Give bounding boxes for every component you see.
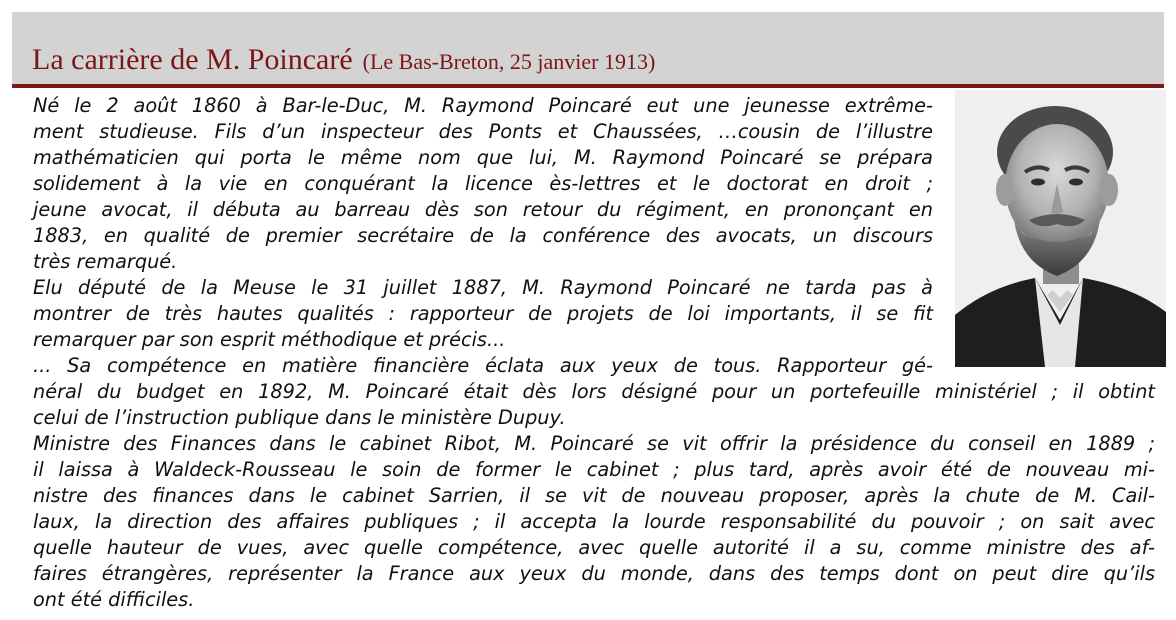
article-title: La carrière de M. Poincaré [32,43,353,76]
text-line: jeune avocat, il débuta au barreau dès son retour du régiment, en prononçant en [33,198,933,221]
text-line: Né le 2 août 1860 à Bar-le-Duc, M. Raymond Poincaré eut une jeunesse extrême- [33,94,933,117]
text-line: quelle hauteur de vues, avec quelle compétence, avec quelle autorité il a su, comme ministre des af- [33,536,1155,559]
text-line: très remarqué. [33,250,178,273]
text-line: faires étrangères, représenter la France aux yeux du monde, dans des temps dont on peut dire qu’ils [33,562,1155,585]
text-line: mathématicien qui porta le même nom que lui, M. Raymond Poincaré se prépara [33,146,933,169]
text-line: ment studieuse. Fils d’un inspecteur des Ponts et Chaussées, …cousin de l’illustre [33,120,933,143]
text-line: ont été difficiles. [33,588,195,611]
text-line: remarquer par son esprit méthodique et précis... [33,328,506,351]
text-line: solidement à la vie en conquérant la licence ès-lettres et le doctorat en droit ; [33,172,933,195]
text-line: Ministre des Finances dans le cabinet Ribot, M. Poincaré se vit offrir la présidence du conseil en 1889 ; [33,432,1155,455]
text-line: Elu député de la Meuse le 31 juillet 1887, M. Raymond Poincaré ne tarda pas à [33,276,933,299]
text-line: montrer de très hautes qualités : rapporteur de projets de loi importants, il se fit [33,302,933,325]
text-line: 1883, en qualité de premier secrétaire de la conférence des avocats, un discours [33,224,933,247]
text-line: celui de l’instruction publique dans le ministère Dupuy. [33,406,566,429]
text-line: ... Sa compétence en matière financière éclata aux yeux de tous. Rapporteur gé- [33,354,933,377]
text-line: il laissa à Waldeck-Rousseau le soin de former le cabinet ; plus tard, après avoir été de nouveau mi- [33,458,1155,481]
article-source: (Le Bas-Breton, 25 janvier 1913) [362,49,656,74]
text-line: nistre des finances dans le cabinet Sarrien, il se vit de nouveau proposer, après la chute de M. Cail- [33,484,1155,507]
text-line: laux, la direction des affaires publiques ; il accepta la lourde responsabilité du pouvoir ; on sait avec [33,510,1155,533]
text-line: néral du budget en 1892, M. Poincaré était dès lors désigné pour un portefeuille ministériel ; il obtint [33,380,1155,403]
